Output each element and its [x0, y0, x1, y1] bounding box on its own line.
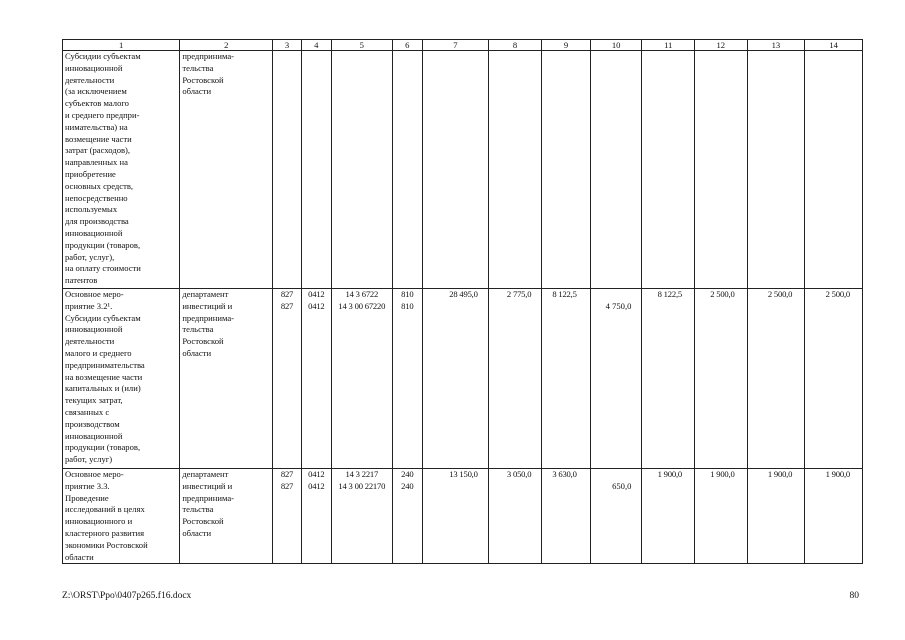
header-cell: 10 [590, 40, 642, 51]
measure-name-cell: Основное меро- приятие 3.2¹. Субсидии субъектам инновационной деятельности малого и среднего предпринимательства на возмещение части капитальных и (или) текущих затрат, связанных с производством инновационной продукции (товаров, работ, услуг) [63, 289, 180, 469]
header-cell: 13 [747, 40, 805, 51]
year-value-cell [590, 289, 642, 469]
total-cell: 28 495,0 [422, 289, 488, 469]
year-value-cell [542, 51, 591, 289]
page-number: 80 [849, 591, 859, 601]
rzpr-cell: 0412 0412 [301, 469, 331, 564]
year-value-cell: 2 500,0 [747, 289, 805, 469]
rzpr-cell: 0412 0412 [301, 289, 331, 469]
header-cell: 3 [273, 40, 301, 51]
executor-cell: департамент инвестиций и предпринима- тельства Ростовской области [180, 289, 273, 469]
table-row [63, 289, 863, 469]
header-cell: 6 [392, 40, 422, 51]
year-value-cell: 3 630,0 [542, 469, 591, 564]
grbs-cell [273, 51, 301, 289]
table-row [63, 51, 863, 289]
csr-cell: 14 3 2217 14 3 00 22170 [331, 469, 392, 564]
header-cell: 7 [422, 40, 488, 51]
grbs-cell: 827 827 [273, 469, 301, 564]
budget-table [62, 39, 863, 564]
header-cell: 11 [642, 40, 695, 51]
year-value-cell [695, 51, 748, 289]
year-value-cell [590, 51, 642, 289]
year-value: 650,0 [612, 480, 632, 491]
year-value-cell: 8 122,5 [642, 289, 695, 469]
csr-cell [331, 51, 392, 289]
year-value-cell [488, 51, 542, 289]
header-cell: 5 [331, 40, 392, 51]
header-cell: 9 [542, 40, 591, 51]
header-cell: 8 [488, 40, 542, 51]
grbs-cell: 827 827 [273, 289, 301, 469]
measure-name-cell: Основное меро- приятие 3.3. Проведение исследований в целях инновационного и кластерного развития экономики Ростовской области [63, 469, 180, 564]
year-value-cell [747, 51, 805, 289]
document-file-path: Z:\ORST\Ppo\0407p265.f16.docx [62, 591, 192, 601]
measure-name-cell: Субсидии субъектам инновационной деятельности (за исключением субъектов малого и среднего предпри- нимательства) на возмещение части затрат (расходов), направленных на приобретение основных средств, непосредственно используемых для производства инновационной продукции (товаров, работ, услуг), на оплату стоимости патентов [63, 51, 180, 289]
header-cell: 2 [180, 40, 273, 51]
header-cell: 14 [805, 40, 863, 51]
total-cell: 13 150,0 [422, 469, 488, 564]
header-cell: 1 [63, 40, 180, 51]
year-value-cell: 1 900,0 [805, 469, 863, 564]
year-value: 4 750,0 [605, 300, 632, 311]
year-value-cell: 2 500,0 [805, 289, 863, 469]
table-row [63, 469, 863, 564]
year-value-cell: 2 500,0 [695, 289, 748, 469]
executor-cell: департамент инвестиций и предпринима- тельства Ростовской области [180, 469, 273, 564]
year-value-cell: 3 050,0 [488, 469, 542, 564]
total-cell [422, 51, 488, 289]
year-value-cell [590, 469, 642, 564]
vr-cell: 240 240 [392, 469, 422, 564]
header-cell: 12 [695, 40, 748, 51]
csr-cell: 14 3 6722 14 3 00 67220 [331, 289, 392, 469]
year-value-cell: 2 775,0 [488, 289, 542, 469]
year-value-cell: 1 900,0 [695, 469, 748, 564]
year-value-cell: 1 900,0 [642, 469, 695, 564]
vr-cell: 810 810 [392, 289, 422, 469]
rzpr-cell [301, 51, 331, 289]
year-value-cell: 8 122,5 [542, 289, 591, 469]
header-cell: 4 [301, 40, 331, 51]
year-value-cell [805, 51, 863, 289]
executor-cell: предпринима- тельства Ростовской области [180, 51, 273, 289]
table-header-row [63, 40, 863, 51]
year-value-cell: 1 900,0 [747, 469, 805, 564]
year-value-cell [642, 51, 695, 289]
vr-cell [392, 51, 422, 289]
